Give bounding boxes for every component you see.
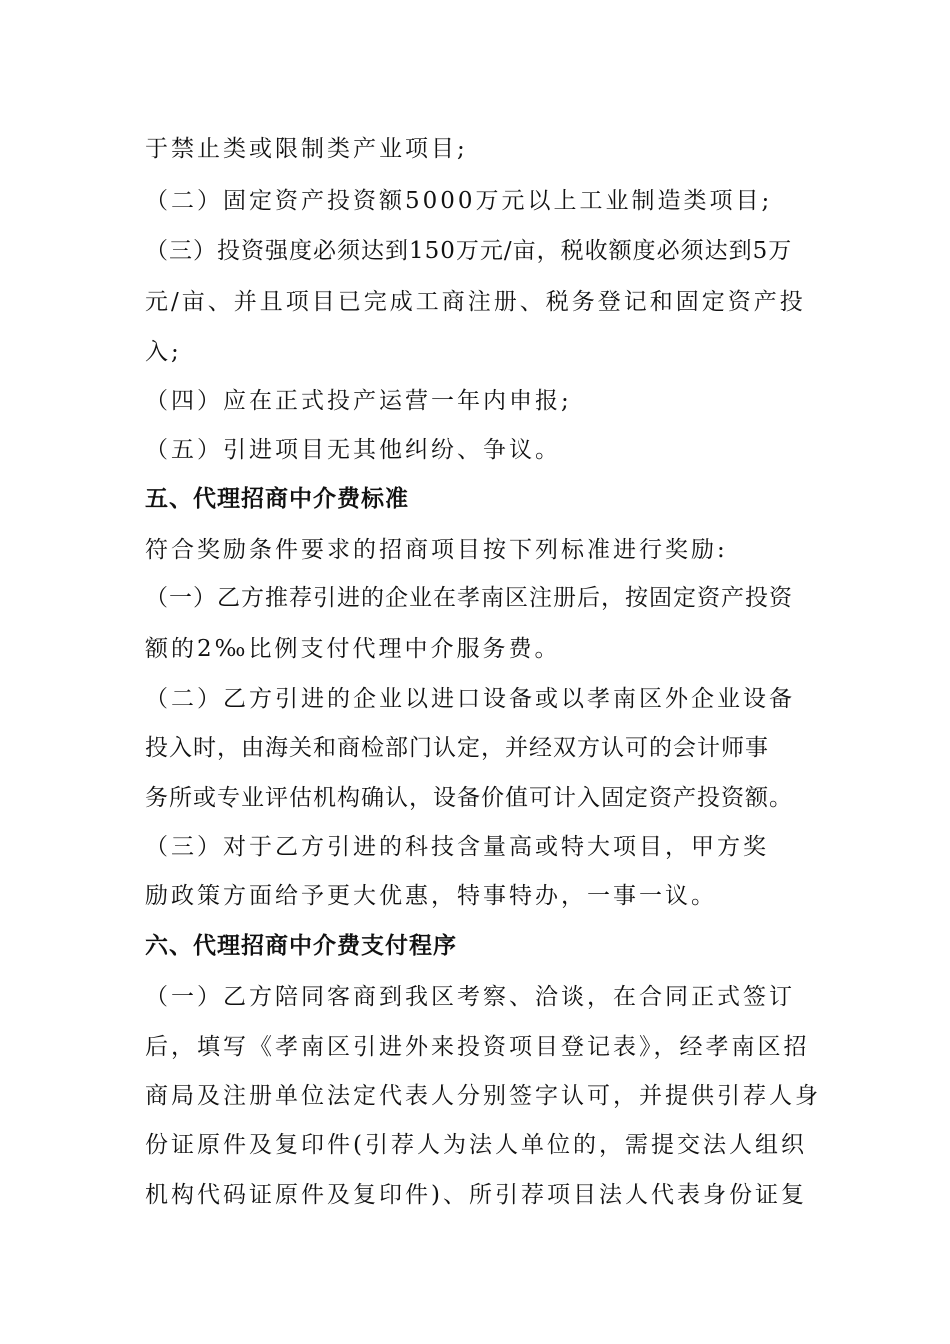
text-line: 元/亩、并且项目已完成工商注册、税务登记和固定资产投 <box>145 289 806 315</box>
text-line: （三）对于乙方引进的科技含量高或特大项目，甲方奖 <box>145 834 769 860</box>
text-line: 投入时，由海关和商检部门认定，并经双方认可的会计师事 <box>145 735 769 761</box>
text-line: （四）应在正式投产运营一年内申报; <box>145 388 572 414</box>
text-line: （五）引进项目无其他纠纷、争议。 <box>145 437 561 463</box>
text-line: 额的2‰比例支付代理中介服务费。 <box>145 636 561 662</box>
text-line: （二）乙方引进的企业以进口设备或以孝南区外企业设备 <box>145 686 795 712</box>
text-line: 机构代码证原件及复印件)、所引荐项目法人代表身份证复 <box>145 1182 807 1208</box>
text-line: 入; <box>145 339 182 365</box>
text-line: 份证原件及复印件(引荐人为法人单位的，需提交法人组织 <box>145 1132 807 1158</box>
text-line: 后，填写《孝南区引进外来投资项目登记表》，经孝南区招 <box>145 1034 810 1060</box>
text-line: 励政策方面给予更大优惠，特事特办，一事一议。 <box>145 883 717 909</box>
text-line: 符合奖励条件要求的招商项目按下列标准进行奖励: <box>145 537 728 563</box>
text-line: 务所或专业评估机构确认，设备价值可计入固定资产投资额。 <box>145 785 793 811</box>
text-line: （一）乙方推荐引进的企业在孝南区注册后，按固定资产投资 <box>145 585 793 611</box>
text-line: （一）乙方陪同客商到我区考察、洽谈，在合同正式签订 <box>145 984 795 1010</box>
text-line: （二）固定资产投资额5000万元以上工业制造类项目; <box>145 188 773 214</box>
text-line: （三）投资强度必须达到150万元/亩，税收额度必须达到5万 <box>145 238 793 264</box>
section-heading: 六、代理招商中介费支付程序 <box>145 933 457 959</box>
text-line: 于禁止类或限制类产业项目; <box>145 136 468 162</box>
text-line: 商局及注册单位法定代表人分别签字认可，并提供引荐人身 <box>145 1083 821 1109</box>
section-heading: 五、代理招商中介费标准 <box>145 486 409 512</box>
